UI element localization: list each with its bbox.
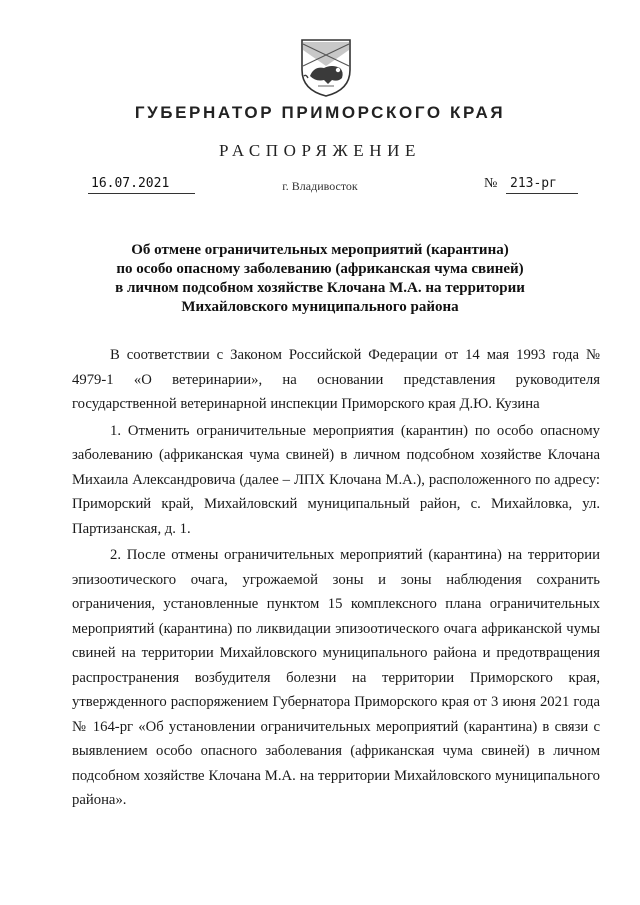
document-number-block — [484, 175, 578, 194]
title-line: в личном подсобном хозяйстве Клочана М.А. на территории — [115, 280, 525, 296]
document-title — [70, 241, 570, 317]
title-line: Михайловского муниципального района — [181, 299, 459, 315]
document-city: г. Владивосток — [282, 179, 358, 193]
title-line: Об отмене ограничительных мероприятий (карантина) — [131, 242, 509, 258]
document-date: 16.07.2021 — [88, 175, 195, 194]
preamble-paragraph: В соответствии с Законом Российской Федерации от 14 мая 1993 года № 4979-1 «О ветеринарии», на основании представления руководителя государственной ветеринарной инспекции Приморского края Д.Ю. Кузина — [72, 347, 600, 412]
document-type: РАСПОРЯЖЕНИЕ — [218, 141, 422, 160]
number-sign: № — [484, 176, 498, 191]
document-body — [72, 343, 600, 813]
title-line: по особо опасному заболеванию (африканская чума свиней) — [116, 261, 524, 277]
document-number: 213-рг — [506, 175, 578, 194]
clause-1-paragraph: 1. Отменить ограничительные мероприятия (карантин) по особо опасному заболеванию (африканская чума свиней) в личном подсобном хозяйстве Клочана Михаила Александровича (далее – ЛПХ Клочана М.А.), расположенного по адресу: Приморский край, Михайловский муниципальный район, с. Михайловка, ул. Партизанская, д. 1. — [72, 422, 600, 537]
issuing-authority: ГУБЕРНАТОР ПРИМОРСКОГО КРАЯ — [134, 103, 506, 122]
coat-of-arms-icon — [298, 36, 354, 98]
clause-2-paragraph: 2. После отмены ограничительных мероприятий (карантина) на территории эпизоотического очага, угрожаемой зоны и зоны наблюдения сохранить ограничения, установленные пунктом 15 комплексного плана ограничительных мероприятий (карантина) по ликвидации эпизоотического очага африканской чумы свиней на территории Михайловского муниципального района и предотвращения распространения возбудителя болезни на территории Приморского края, утвержденного распоряжением Губернатора Приморского края от 3 июня 2021 года № 164-рг «Об установлении ограничительных мероприятий (карантина) в связи с выявлением особо опасного заболевания (африканская чума свиней) в личном подсобном хозяйстве Клочана М.А. на территории Михайловского муниципального района». — [72, 547, 600, 808]
